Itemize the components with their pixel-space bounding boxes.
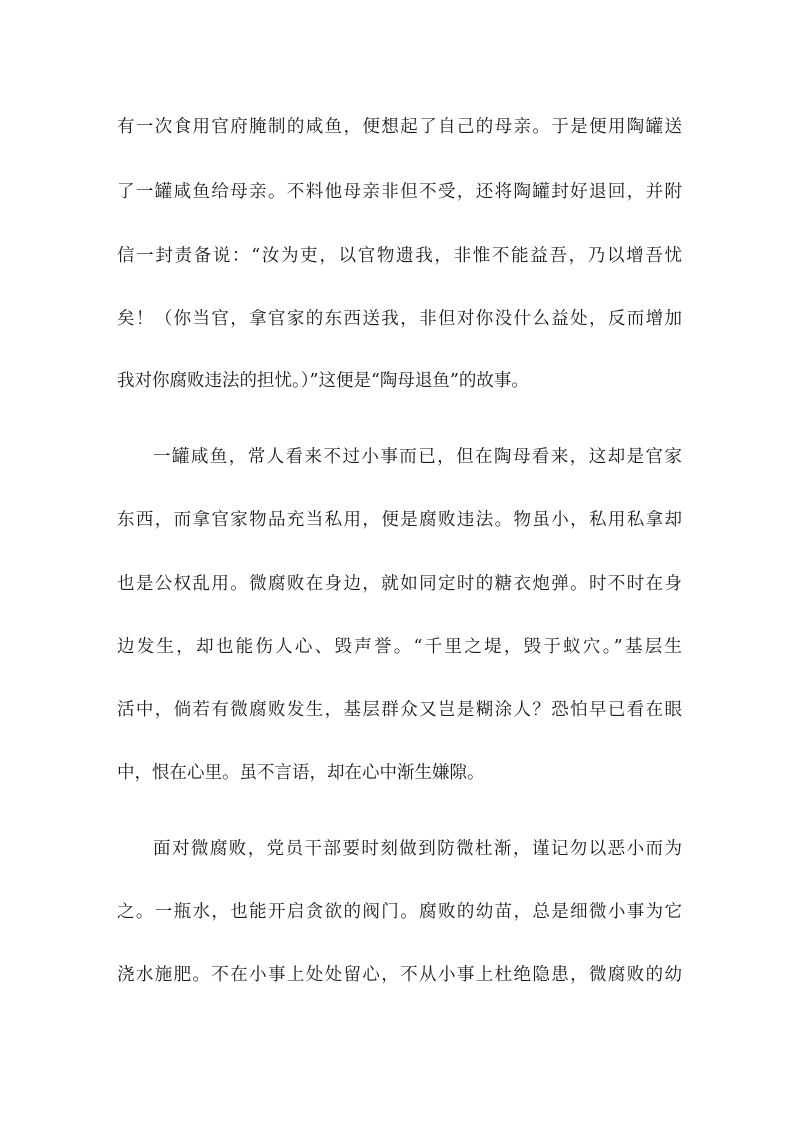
paragraph-line: 面对微腐败，党员干部要时刻做到防微杜渐，谨记勿以恶小而为: [153, 839, 682, 859]
paragraph-line: 边发生，却也能伤人心、毁声誉。“千里之堤，毁于蚁穴。”基层生: [117, 637, 682, 657]
paragraph-line: 也是公权乱用。微腐败在身边，就如同定时的糖衣炮弹。时不时在身: [117, 574, 682, 594]
paragraph-line: 有一次食用官府腌制的咸鱼，便想起了自己的母亲。于是便用陶罐送: [117, 117, 682, 137]
paragraph-line: 信一封责备说：“汝为吏，以官物遗我，非惟不能益吾，乃以增吾忧: [117, 246, 682, 266]
paragraph-line: 矣！（你当官，拿官家的东西送我，非但对你没什么益处，反而增加: [117, 309, 682, 329]
paragraph-line: 东西，而拿官家物品充当私用，便是腐败违法。物虽小，私用私拿却: [117, 510, 682, 530]
paragraph-line: 一罐咸鱼，常人看来不过小事而已，但在陶母看来，这却是官家: [153, 447, 682, 467]
paragraph-line: 了一罐咸鱼给母亲。不料他母亲非但不受，还将陶罐封好退回，并附: [117, 182, 682, 202]
paragraph-line: 中，恨在心里。虽不言语，却在心中渐生嫌隙。: [117, 763, 485, 783]
paragraph-line: 活中，倘若有微腐败发生，基层群众又岂是糊涂人？恐怕早已看在眼: [117, 700, 682, 720]
paragraph-line: 之。一瓶水，也能开启贪欲的阀门。腐败的幼苗，总是细微小事为它: [117, 902, 682, 922]
paragraph-line: 我对你腐败违法的担忧。）”这便是“陶母退鱼”的故事。: [117, 371, 529, 391]
paragraph-line: 浇水施肥。不在小事上处处留心，不从小事上杜绝隐患，微腐败的幼: [117, 965, 682, 985]
